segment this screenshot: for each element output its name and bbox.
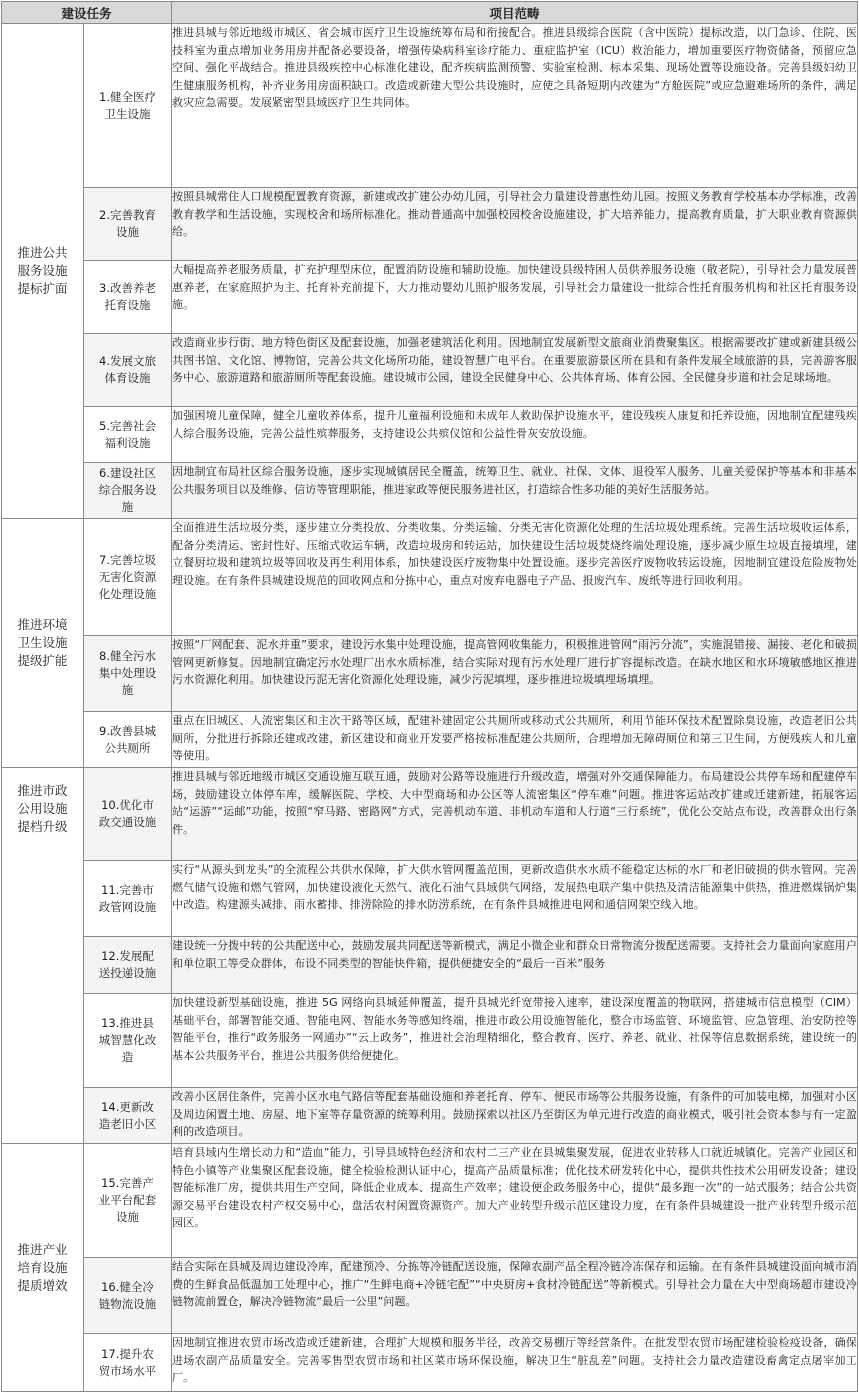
table-row bbox=[2, 407, 858, 463]
task-name: 业平台配套 bbox=[98, 1193, 157, 1207]
table-row bbox=[2, 636, 858, 712]
category-name: 培育设施 bbox=[17, 1259, 68, 1275]
table-row bbox=[2, 994, 858, 1088]
task-name: 10.优化市 bbox=[101, 798, 154, 812]
table-row bbox=[2, 519, 858, 636]
task-cell bbox=[84, 261, 172, 334]
scope-cell: 全面推进生活垃圾分类，逐步建立分类投放、分类收集、分类运输、分类无害化资源化处理的生活垃圾处理系统。完善生活垃圾收运体系，配备分类清运、密封性好、压缩式收运车辆，改造垃圾房和转运站，加快建设生活垃圾焚烧终端处理设施，逐步减少原生垃圾直接填埋，建立餐厨垃圾和建筑垃圾等回收及再生利用体系，加快建设医疗废物集中处置设施。逐步完善医疗废物收转运设施，因地制宜建设危险废物处理设施。在有条件县城建设规范的回收网点和分拣中心，重点对废弃电器电子产品、报废汽车、废纸等进行回收利用。 bbox=[172, 519, 858, 636]
task-name: 设施 bbox=[116, 1210, 139, 1224]
task-name: 造 bbox=[121, 1050, 134, 1064]
task-name: 9.改善县城 bbox=[99, 723, 156, 738]
table-row bbox=[2, 1258, 858, 1334]
category-name: 推进公共 bbox=[17, 245, 68, 260]
task-cell bbox=[84, 1258, 172, 1334]
task-cell bbox=[84, 519, 172, 636]
task-name: 链物流设施 bbox=[98, 1296, 157, 1311]
task-name: 17.提升农 bbox=[101, 1346, 154, 1361]
scope-cell: 因地制宜布局社区综合服务设施，逐步实现城镇居民全覆盖，统筹卫生、就业、社保、文体、退役军人服务、儿童关爱保护等基本和非基本公共服务项目以及维修、信访等管理职能，推进家政等便民服务进社区，打造综合性多功能的美好生活服务站。 bbox=[172, 463, 858, 519]
scope-cell: 按照“厂网配套、泥水并重”要求，建设污水集中处理设施，提高管网收集能力，积极推进管网“雨污分流”，实施混错接、漏接、老化和破损管网更新修复。因地制宜确定污水处理厂出水水质标准，结合实际对现有污水处理厂进行扩容提标改造。在缺水地区和水环境敏感地区推进污水资源化利用。加快建设污泥无害化资源化处理设施，减少污泥填埋，逐步推进垃圾填埋场填埋。 bbox=[172, 636, 858, 712]
table-row bbox=[2, 861, 858, 937]
table-row bbox=[2, 937, 858, 994]
task-name: 3.改善养老 bbox=[99, 281, 156, 295]
category-name: 推进环境 bbox=[17, 617, 68, 632]
task-name: 16.健全冷 bbox=[101, 1279, 154, 1294]
task-cell bbox=[84, 407, 172, 463]
scope-cell: 加快建设新型基础设施，推进 5G 网络向县城延伸覆盖，提升县城光纤宽带接入速率，建设深度覆盖的物联网，搭建城市信息模型（CIM）基础平台，部署智能交通、智能电网、智能水务等感知终端，推进市政公用设施智能化，整合市场监管、环境监管、应急管理、治安防控等智能平台，推行“政务服务一网通办”“云上政务”，推进社会治理精细化，整合教育、医疗、养老、就业、社保等信息数据系统，建设统一的基本公共服务平台，推进公共服务供给便捷化。 bbox=[172, 994, 858, 1088]
table-row bbox=[2, 24, 858, 188]
task-name: 卫生设施 bbox=[104, 106, 151, 121]
task-cell bbox=[84, 24, 172, 188]
category-cell bbox=[2, 24, 84, 519]
task-name: 设施 bbox=[116, 225, 139, 239]
task-name: 施 bbox=[121, 500, 134, 514]
category-cell bbox=[2, 1144, 84, 1392]
task-cell bbox=[84, 636, 172, 712]
task-name: 城智慧化改 bbox=[98, 1033, 157, 1047]
task-cell bbox=[84, 463, 172, 519]
header-task: 建设任务 bbox=[2, 2, 172, 24]
scope-cell: 培育县域内生增长动力和“造血”能力，引导县域特色经济和农村二三产业在县城集聚发展，促进农业转移人口就近城镇化。完善产业园区和特色小镇等产业集聚区配套设施，健全检验检测认证中心，提高产品质量标准；优化技术研发转化中心，提供共性技术公用研发设备；建设智能标准厂房，提供共用生产空间，降低企业成本、提高生产效率；建设便企政务服务中心，提供“最多跑一次”的一站式服务；结合公共资源交易平台建设农村产权交易中心，盘活农村闲置资源资产。加大产业转型升级示范区建设力度，在有条件县城建设一批产业转型升级示范园区。 bbox=[172, 1144, 858, 1258]
scope-cell: 因地制宜推进农贸市场改造或迁建新建，合理扩大规模和服务半径，改善交易棚厅等经营条件。在批发型农贸市场配建检验检疫设备，确保进场农副产品质量安全。完善零售型农贸市场和社区菜市场环保设施，解决卫生“脏乱差”问题。支持社会力量改造建设畜禽定点屠宰加工厂。 bbox=[172, 1334, 858, 1392]
task-cell bbox=[84, 861, 172, 937]
task-name: 8.健全污水 bbox=[99, 649, 156, 663]
task-name: 政交通设施 bbox=[98, 815, 157, 829]
category-name: 提档升级 bbox=[17, 819, 68, 834]
table-row bbox=[2, 1144, 858, 1258]
task-name: 12.发展配 bbox=[101, 949, 154, 963]
task-cell bbox=[84, 334, 172, 407]
task-name: 化处理设施 bbox=[98, 586, 157, 601]
task-cell bbox=[84, 937, 172, 994]
table-row bbox=[2, 1334, 858, 1392]
task-name: 政管网设施 bbox=[98, 899, 157, 914]
scope-cell: 实行“从源头到龙头”的全流程公共供水保障，扩大供水管网覆盖范围，更新改造供水水质不能稳定达标的水厂和老旧破损的供水管网。完善燃气储气设施和燃气管网，加快建设液化天然气、液化石油气县域供气网络，发展热电联产集中供热及清洁能源集中供热，推进燃煤锅炉集中改造。构建源头减排、雨水蓄排、排涝除险的排水防涝系统，在有条件县城推进电网和通信网架空线入地。 bbox=[172, 861, 858, 937]
construction-task-table bbox=[1, 1, 858, 1392]
category-name: 卫生设施 bbox=[17, 635, 68, 650]
task-name: 综合服务设 bbox=[98, 483, 157, 497]
task-name: 集中处理设 bbox=[98, 666, 157, 680]
task-name: 体育设施 bbox=[104, 371, 151, 385]
category-cell bbox=[2, 768, 84, 1144]
scope-cell: 重点在旧城区、人流密集区和主次干路等区域，配建补建固定公共厕所或移动式公共厕所，利用节能环保技术配置除臭设施，改造老旧公共厕所，分批进行拆除还建或改建，新区建设和商业开发要严格按标准配建公共厕所，合理增加无障碍厕位和第三卫生间，方便残疾人和儿童等使用。 bbox=[172, 712, 858, 768]
scope-cell: 改善小区居住条件，完善小区水电气路信等配套基础设施和养老托育、停车、便民市场等公共服务设施，有条件的可加装电梯，加强对小区及周边闲置土地、房屋、地下室等存量资源的统筹利用。鼓励探索以社区乃至街区为单元进行改造的商业模式，吸引社会资本参与有一定盈利的改造项目。 bbox=[172, 1088, 858, 1144]
task-name: 6.建设社区 bbox=[99, 466, 156, 480]
task-cell bbox=[84, 1144, 172, 1258]
table-row bbox=[2, 261, 858, 334]
table-row bbox=[2, 1088, 858, 1144]
table-row bbox=[2, 334, 858, 407]
category-name: 提标扩面 bbox=[17, 281, 68, 296]
category-name: 提级扩能 bbox=[17, 653, 68, 668]
table-header-row bbox=[2, 2, 858, 24]
table-row bbox=[2, 188, 858, 261]
task-cell bbox=[84, 188, 172, 261]
header-scope: 项目范畴 bbox=[172, 2, 858, 24]
task-name: 15.完善产 bbox=[101, 1176, 154, 1190]
task-name: 造老旧小区 bbox=[98, 1116, 157, 1131]
task-cell bbox=[84, 712, 172, 768]
category-name: 公用设施 bbox=[17, 801, 68, 816]
task-cell bbox=[84, 768, 172, 861]
category-name: 服务设施 bbox=[17, 263, 68, 278]
scope-cell: 推进县城与邻近地级市城区、省会城市医疗卫生设施统筹布局和衔接配合。推进县级综合医院（含中医院）提标改造，以门急诊、住院、医技科室为重点增加业务用房并配备必要设备，增强传染病科室诊疗能力、重症监护室（ICU）救治能力，增加重要医疗物资储备，预留应急空间、强化平战结合。推进县级疾控中心标准化建设，配齐疾病监测预警、实验室检测、标本采集、现场处置等设施设备。完善县级妇幼卫生健康服务机构，补齐业务用房面积缺口。改造或新建大型公共设施时，应使之具备短期内改建为“方舱医院”或应急避难场所的条件，满足救灾应急需要。发展紧密型县域医疗卫生共同体。 bbox=[172, 24, 858, 188]
table-row bbox=[2, 768, 858, 861]
task-name: 无害化资源 bbox=[98, 569, 157, 584]
task-cell bbox=[84, 1334, 172, 1392]
scope-cell: 大幅提高养老服务质量，扩充护理型床位，配置消防设施和辅助设施。加快建设县级特困人员供养服务设施（敬老院），引导社会力量发展普惠养老，在家庭照护为主、托育补充前提下，大力推动婴幼儿照护服务发展，引导社会力量建设一批综合性托育服务机构和社区托育服务设施。 bbox=[172, 261, 858, 334]
task-name: 施 bbox=[121, 683, 134, 697]
task-name: 2.完善教育 bbox=[99, 208, 156, 222]
task-name: 送投递设施 bbox=[98, 966, 157, 980]
category-name: 推进产业 bbox=[17, 1241, 68, 1257]
category-cell bbox=[2, 519, 84, 768]
task-name: 14.更新改 bbox=[101, 1099, 154, 1114]
scope-cell: 推进县城与邻近地级市城区交通设施互联互通，鼓励对公路等设施进行升级改造，增强对外交通保障能力。布局建设公共停车场和配建停车场，鼓励建设立体停车库，缓解医院、学校、大中型商场和办公区等人流密集区“停车难”问题。推进客运站改扩建或迁建新建，拓展客运站“运游”“运邮”功能，按照“窄马路、密路网”方式，完善机动车道、非机动车道和人行道“三行系统”，优化公交站点布设，改善群众出行条件。 bbox=[172, 768, 858, 861]
category-name: 提质增效 bbox=[17, 1277, 68, 1293]
task-name: 1.健全医疗 bbox=[99, 89, 156, 104]
task-name: 5.完善社会 bbox=[99, 418, 156, 433]
task-name: 7.完善垃圾 bbox=[99, 552, 156, 567]
table-row bbox=[2, 712, 858, 768]
scope-cell: 结合实际在县城及周边建设冷库，配建预冷、分拣等冷链配送设施，保障农副产品全程冷链冷冻保存和运输。在有条件县城建设面向城市消费的生鲜食品低温加工处理中心，推广“生鲜电商+冷链宅配”“中央厨房+食材冷链配送”等新模式。引导社会力量在大中型商场超市建设冷链物流前置仓，解决冷链物流“最后一公里”问题。 bbox=[172, 1258, 858, 1334]
table-row bbox=[2, 463, 858, 519]
task-cell bbox=[84, 994, 172, 1088]
task-name: 4.发展文旅 bbox=[99, 354, 156, 368]
scope-cell: 加强困境儿童保障，健全儿童收养体系，提升儿童福利设施和未成年人救助保护设施水平，建设残疾人康复和托养设施，因地制宜配建残疾人综合服务设施，完善公益性殡葬服务，支持建设公共殡仪馆和公益性骨灰安放设施。 bbox=[172, 407, 858, 463]
task-name: 11.完善市 bbox=[101, 882, 154, 897]
scope-cell: 建设统一分拨中转的公共配送中心，鼓励发展共同配送等新模式，满足小微企业和群众日常物流分拨配送需要。支持社会力量面向家庭用户和单位职工等受众群体，布设不同类型的智能快件箱，提供便捷安全的“最后一百米”服务 bbox=[172, 937, 858, 994]
task-name: 福利设施 bbox=[104, 435, 151, 450]
category-name: 推进市政 bbox=[17, 783, 68, 798]
scope-cell: 按照县城常住人口规模配置教育资源，新建或改扩建公办幼儿园，引导社会力量建设普惠性幼儿园。按照义务教育学校基本办学标准，改善教育教学和生活设施，实现校舍和场所标准化。推动普通高中加强校园校舍设施建设，扩大培养能力，提高教育质量，扩大职业教育资源供给。 bbox=[172, 188, 858, 261]
task-cell bbox=[84, 1088, 172, 1144]
task-name: 13.推进县 bbox=[101, 1016, 154, 1030]
scope-cell: 改造商业步行街、地方特色街区及配套设施，加强老建筑活化利用。因地制宜发展新型文旅商业消费聚集区。根据需要改扩建或新建县级公共图书馆、文化馆、博物馆，完善公共文化场所功能，建设智慧广电平台。在重要旅游景区所在县和有条件发展全域旅游的县，完善游客服务中心、旅游道路和旅游厕所等配套设施。建设城市公园，建设全民健身中心、公共体育场、体育公园、全民健身步道和社会足球场地。 bbox=[172, 334, 858, 407]
task-name: 公共厕所 bbox=[104, 740, 151, 755]
task-name: 托育设施 bbox=[104, 298, 151, 312]
task-name: 贸市场水平 bbox=[98, 1363, 157, 1378]
